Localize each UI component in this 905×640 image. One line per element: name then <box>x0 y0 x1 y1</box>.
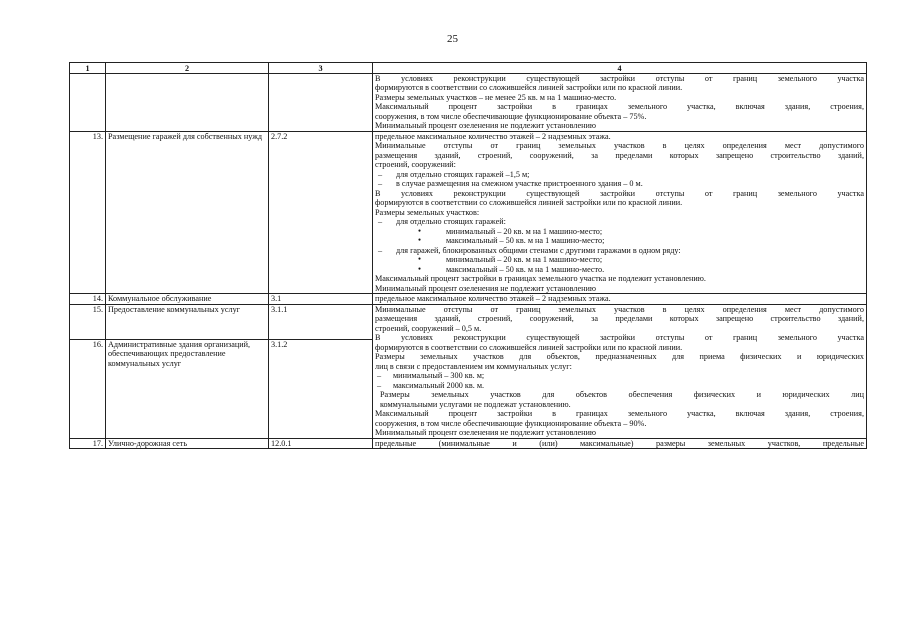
text-line: ● максимальный – 50 кв. м на 1 машино-место; <box>375 236 864 246</box>
text-line: формируются в соответствии со сложившейся линией застройки или по красной линии. <box>375 342 683 352</box>
text-line: Размеры земельных участков для объектов обеспечения физических и юридических лиц <box>380 390 864 399</box>
cell-number <box>70 73 106 131</box>
cell-code: 12.0.1 <box>269 438 373 449</box>
text-line: В условиях реконструкции существующей застройки отступы от границ земельного участка <box>375 188 864 198</box>
table-row-15 <box>70 304 867 339</box>
text-line: формируются в соответствии со сложившейся линией застройки или по красной линии. <box>375 198 683 207</box>
cell-name: Коммунальное обслуживание <box>106 294 269 305</box>
cell-name <box>106 73 269 131</box>
cell-parameters <box>373 73 867 131</box>
column-number-3: 3 <box>269 63 373 74</box>
text-line: Максимальный процент застройки в границах земельного участка, включая здания, строения, <box>375 102 864 111</box>
cell-code <box>269 73 373 131</box>
text-line: – для отдельно стоящих гаражей –1,5 м; <box>375 170 864 180</box>
text-line: сооружения, в том числе обеспечивающие функционирование объекта – 90%. <box>375 418 647 428</box>
cell-parameters <box>373 304 867 438</box>
cell-name: Размещение гаражей для собственных нужд <box>106 131 269 294</box>
text-line: размещения зданий, строений, сооружений, за пределами которых запрещено строительство зданий, <box>375 314 864 323</box>
text-line: В условиях реконструкции существующей застройки отступы от границ земельного участка <box>375 333 864 342</box>
table-row-13 <box>70 131 867 294</box>
cell-number: 15. <box>70 304 106 339</box>
table-row-continuation <box>70 73 867 131</box>
text-line: – для отдельно стоящих гаражей: <box>375 217 864 227</box>
column-number-1: 1 <box>70 63 106 74</box>
text-line: Минимальные отступы от границ земельных участков в целях определения мест допустимого <box>375 304 864 314</box>
text-line: лиц в связи с предоставлением им коммунальных услуг: <box>375 361 572 371</box>
text-line: – в случае размещения на смежном участке пристроенного здания – 0 м. <box>375 179 864 189</box>
cell-parameters <box>373 438 867 449</box>
text-line: Минимальный процент озеленения не подлежит установлению <box>375 121 596 130</box>
text-line: строений, сооружений: <box>375 160 456 169</box>
cell-number: 13. <box>70 131 106 294</box>
cell-number: 17. <box>70 438 106 449</box>
cell-name: Улично-дорожная сеть <box>106 438 269 449</box>
cell-parameters <box>373 294 867 305</box>
column-number-4: 4 <box>373 63 867 74</box>
cell-code: 3.1.2 <box>269 339 373 438</box>
cell-code: 3.1 <box>269 294 373 305</box>
text-line: ● максимальный – 50 кв. м на 1 машино-место. <box>375 265 864 275</box>
text-line: Размеры земельных участков: <box>375 207 480 217</box>
cell-code: 3.1.1 <box>269 304 373 339</box>
regulations-table <box>69 62 867 449</box>
text-line: Максимальный процент застройки в границах земельного участка не подлежит установлению. <box>375 274 706 283</box>
text-line: Размеры земельных участков – не менее 25 кв. м на 1 машино-место. <box>375 92 617 102</box>
text-line: Минимальные отступы от границ земельных участков в целях определения мест допустимого <box>375 141 864 150</box>
table-row-14 <box>70 294 867 305</box>
cell-number: 16. <box>70 339 106 438</box>
cell-parameters <box>373 131 867 294</box>
cell-name: Предоставление коммунальных услуг <box>106 304 269 339</box>
column-number-2: 2 <box>106 63 269 74</box>
text-line: ● минимальный – 20 кв. м на 1 машино-место; <box>375 255 864 265</box>
cell-name: Административные здания организаций, обеспечивающих предоставление коммунальных услуг <box>106 339 269 438</box>
text-line: Минимальный процент озеленения не подлежит установлению <box>375 428 596 437</box>
cell-code: 2.7.2 <box>269 131 373 294</box>
text-line: предельное максимальное количество этажей – 2 надземных этажа. <box>375 131 611 141</box>
text-line: ● минимальный – 20 кв. м на 1 машино-место; <box>375 227 864 237</box>
text-line: Размеры земельных участков для объектов, предназначенных для приема физических и юридических <box>375 352 864 361</box>
text-line: размещения зданий, строений, сооружений, за пределами которых запрещено строительство зданий, <box>375 150 864 160</box>
text-line: Максимальный процент застройки в границах земельного участка, включая здания, строения, <box>375 409 864 418</box>
page-number: 25 <box>447 33 458 45</box>
text-line: коммунальными услугами не подлежат установлению. <box>380 399 571 409</box>
cell-number: 14. <box>70 294 106 305</box>
column-number-row <box>70 63 867 74</box>
text-line: строений, сооружений – 0,5 м. <box>375 323 482 333</box>
text-line: Минимальный процент озеленения не подлежит установлению <box>375 283 596 293</box>
text-line: предельное максимальное количество этажей – 2 надземных этажа. <box>375 294 611 303</box>
table-row-17 <box>70 438 867 449</box>
text-line: предельные (минимальные и (или) максимальные) размеры земельных участков, предельные <box>375 438 864 448</box>
text-line: формируются в соответствии со сложившейся линией застройки или по красной линии. <box>375 83 683 92</box>
text-line: – минимальный – 300 кв. м; <box>375 371 864 381</box>
text-line: – максимальный 2000 кв. м. <box>375 381 864 391</box>
text-line: – для гаражей, блокированных общими стенами с другими гаражами в одном ряду: <box>375 246 864 256</box>
text-line: сооружения, в том числе обеспечивающие функционирование объекта – 75%. <box>375 111 647 121</box>
text-line: В условиях реконструкции существующей застройки отступы от границ земельного участка <box>375 73 864 83</box>
